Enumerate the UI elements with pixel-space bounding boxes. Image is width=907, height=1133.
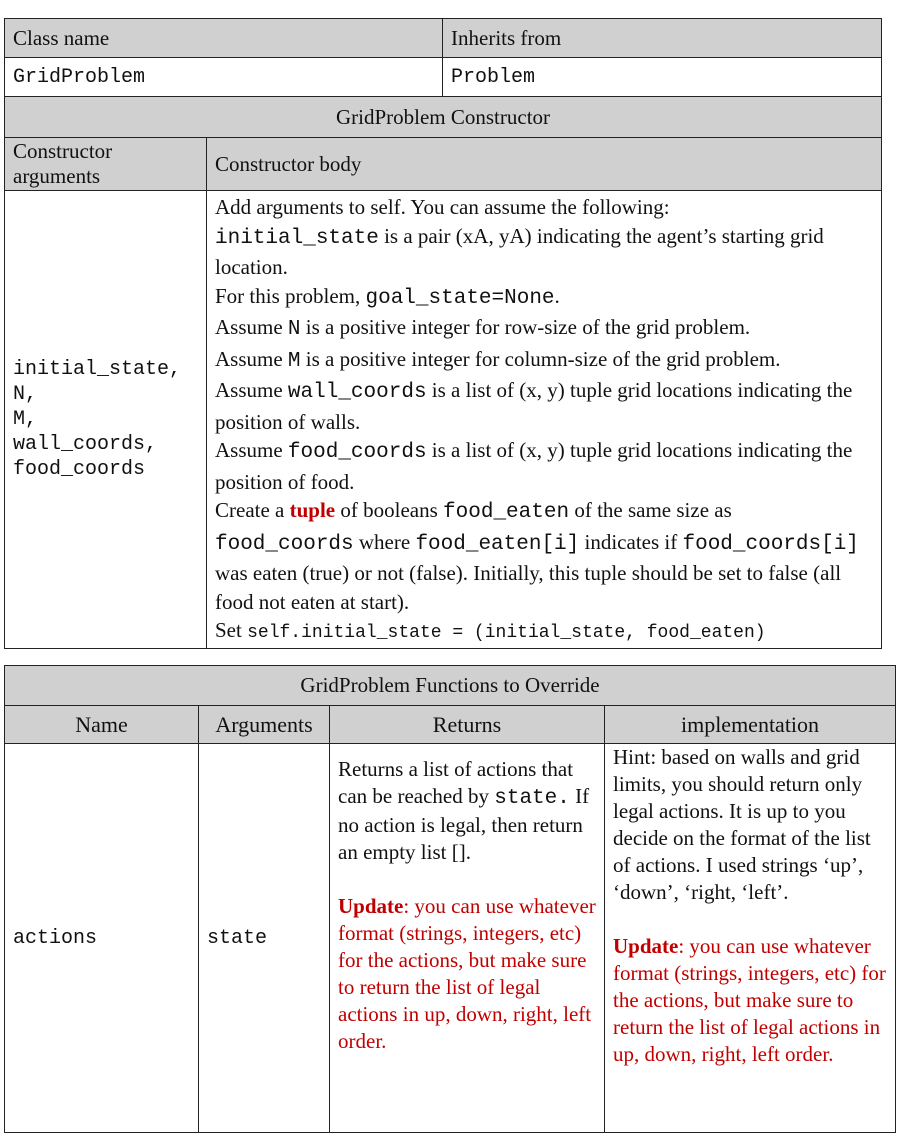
- arg-item: wall_coords,: [13, 432, 158, 456]
- body-line: Assume wall_coords is a list of (x, y) tuple grid locations indicating the position of walls.: [215, 378, 853, 434]
- code-set-initial-state: self.initial_state = (initial_state, food_eaten): [247, 623, 766, 643]
- class-name-value: GridProblem: [5, 58, 443, 97]
- body-line: Set self.initial_state = (initial_state, food_eaten): [215, 618, 766, 643]
- col-header-implementation: implementation: [605, 706, 896, 744]
- functions-table: [4, 665, 896, 1133]
- inherits-from-value: Problem: [443, 58, 882, 97]
- col-header-arguments: Arguments: [199, 706, 330, 744]
- update-label: Update: [338, 894, 404, 918]
- arg-item: M,: [13, 407, 38, 431]
- constructor-args: [5, 191, 207, 649]
- inherits-from-label: Inherits from: [443, 19, 882, 58]
- col-header-name: Name: [5, 706, 199, 744]
- body-line: Assume food_coords is a list of (x, y) tuple grid locations indicating the position of food.: [215, 438, 853, 494]
- code-initial-state: initial_state: [215, 226, 379, 250]
- col-header-returns: Returns: [330, 706, 605, 744]
- constructor-body-header: Constructor body: [207, 138, 882, 191]
- constructor-args-header: Constructor arguments: [5, 138, 207, 191]
- body-line: Create a tuple of booleans food_eaten of the same size as food_coords where food_eaten[i] indicates if food_coords[i] was eaten (true) or not (false). Initially, this tuple should be set to false (all food not eaten at start).: [215, 498, 859, 614]
- function-returns: Returns a list of actions that can be reached by state. If no action is legal, then return an empty list []. Update: you can use whatever format (strings, integers, etc) for the actions, but make sure to return the list of legal actions in up, down, right, left order.: [330, 744, 605, 1133]
- body-line: initial_state is a pair (xA, yA) indicating the agent’s starting grid location.: [215, 223, 824, 279]
- class-name-label: Class name: [5, 19, 443, 58]
- arg-item: N,: [13, 382, 38, 406]
- body-line: Assume N is a positive integer for row-size of the grid problem.: [215, 315, 751, 341]
- impl-hint: Hint: based on walls and grid limits, you should return only legal actions. It is up to you decide on the format of the list of actions. I used strings ‘up’, ‘down’, ‘right, ‘left’.: [613, 745, 871, 904]
- tuple-emphasis: tuple: [289, 498, 336, 522]
- class-table: [4, 18, 882, 649]
- function-arguments: state: [199, 744, 330, 1133]
- body-line: Add arguments to self. You can assume the following:: [215, 195, 670, 219]
- body-line: For this problem, goal_state=None.: [215, 283, 560, 310]
- function-name: actions: [5, 744, 199, 1133]
- arg-item: initial_state,: [13, 357, 182, 381]
- constructor-body: [207, 191, 882, 649]
- code-state: state.: [494, 787, 570, 810]
- arg-item: food_coords: [13, 457, 146, 481]
- function-implementation: Hint: based on walls and grid limits, you should return only legal actions. It is up to you decide on the format of the list of actions. I used strings ‘up’, ‘down’, ‘right, ‘left’. Update: you can use whatever format (strings, integers, etc) for the actions, but make sure to return the list of legal actions in up, down, right, left order.: [605, 744, 896, 1133]
- code-goal-state: goal_state=None: [365, 286, 555, 310]
- update-label: Update: [613, 934, 679, 958]
- functions-title: GridProblem Functions to Override: [5, 666, 896, 706]
- constructor-title: GridProblem Constructor: [5, 97, 882, 138]
- body-line: Assume M is a positive integer for column-size of the grid problem.: [215, 346, 781, 373]
